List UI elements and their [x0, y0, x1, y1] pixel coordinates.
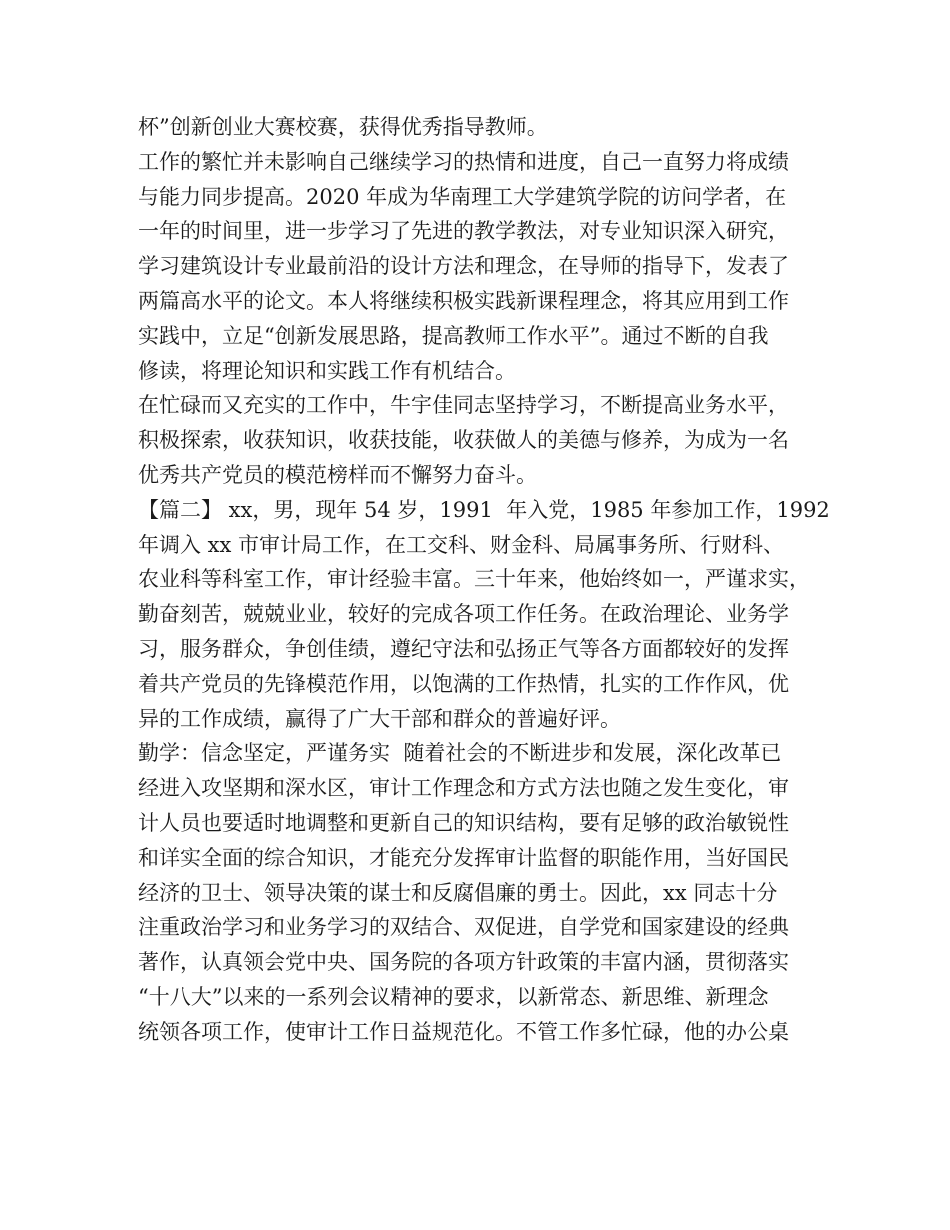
text-line: 实践中，立足“创新发展思路，提高教师工作水平”。通过不断的自我 [138, 323, 769, 348]
text-line: 和详实全面的综合知识，才能充分发挥审计监督的职能作用，当好国民 [138, 845, 789, 870]
text-line: 学习建筑设计专业最前沿的设计方法和理念，在导师的指导下，发表了 [138, 254, 789, 279]
text-line: 计人员也要适时地调整和更新自己的知识结构，要有足够的政治敏锐性 [138, 810, 789, 835]
text-line: 农业科等科室工作，审计经验丰富。三十年来，他始终如一，严谨求实， [138, 567, 810, 592]
body-text [138, 110, 828, 1050]
text-line: 杯”创新创业大赛校赛，获得优秀指导教师。 [138, 115, 548, 139]
section-heading-line: 【篇二】 xx，男，现年 54 岁，1991 年入党，1985 年参加工作，1992 [138, 497, 830, 522]
text-line: 经济的卫士、领导决策的谋士和反腐倡廉的勇士。因此，xx 同志十分 [138, 880, 778, 905]
text-line: 勤奋刻苦，兢兢业业，较好的完成各项工作任务。在政治理论、业务学 [138, 602, 789, 627]
text-line: 注重政治学习和业务学习的双结合、双促进，自学党和国家建设的经典 [138, 915, 789, 940]
text-line: 年调入 xx 市审计局工作，在工交科、财金科、局属事务所、行财科、 [138, 532, 785, 557]
text-line: 积极探索，收获知识，收获技能，收获做人的美德与修养，为成为一名 [138, 428, 789, 453]
text-line: 优秀共产党员的模范榜样而不懈努力奋斗。 [138, 462, 537, 487]
text-line: 一年的时间里，进一步学习了先进的教学教法，对专业知识深入研究， [138, 219, 789, 244]
text-line: 与能力同步提高。2020 年成为华南理工大学建筑学院的访问学者，在 [138, 184, 787, 209]
text-line: 着共产党员的先锋模范作用，以饱满的工作热情，扎实的工作作风，优 [138, 671, 789, 696]
text-line: 两篇高水平的论文。本人将继续积极实践新课程理念，将其应用到工作 [138, 288, 789, 313]
text-line: 异的工作成绩，赢得了广大干部和群众的普遍好评。 [138, 706, 621, 731]
text-line: 经进入攻坚期和深水区，审计工作理念和方式方法也随之发生变化，审 [138, 776, 789, 801]
text-line: 著作，认真领会党中央、国务院的各项方针政策的丰富内涵，贯彻落实 [138, 950, 789, 975]
text-line: 修读，将理论知识和实践工作有机结合。 [138, 358, 516, 383]
text-line: 习，服务群众，争创佳绩，遵纪守法和弘扬正气等各方面都较好的发挥 [138, 636, 789, 661]
text-line: 勤学：信念坚定，严谨务实 随着社会的不断进步和发展，深化改革已 [138, 741, 782, 766]
text-line: 统领各项工作，使审计工作日益规范化。不管工作多忙碌，他的办公桌 [138, 1019, 789, 1044]
text-line: 工作的繁忙并未影响自己继续学习的热情和进度，自己一直努力将成绩 [138, 149, 789, 174]
text-line: 在忙碌而又充实的工作中，牛宇佳同志坚持学习，不断提高业务水平， [138, 393, 789, 418]
text-line: “十八大”以来的一系列会议精神的要求，以新常态、新思维、新理念 [138, 984, 769, 1009]
